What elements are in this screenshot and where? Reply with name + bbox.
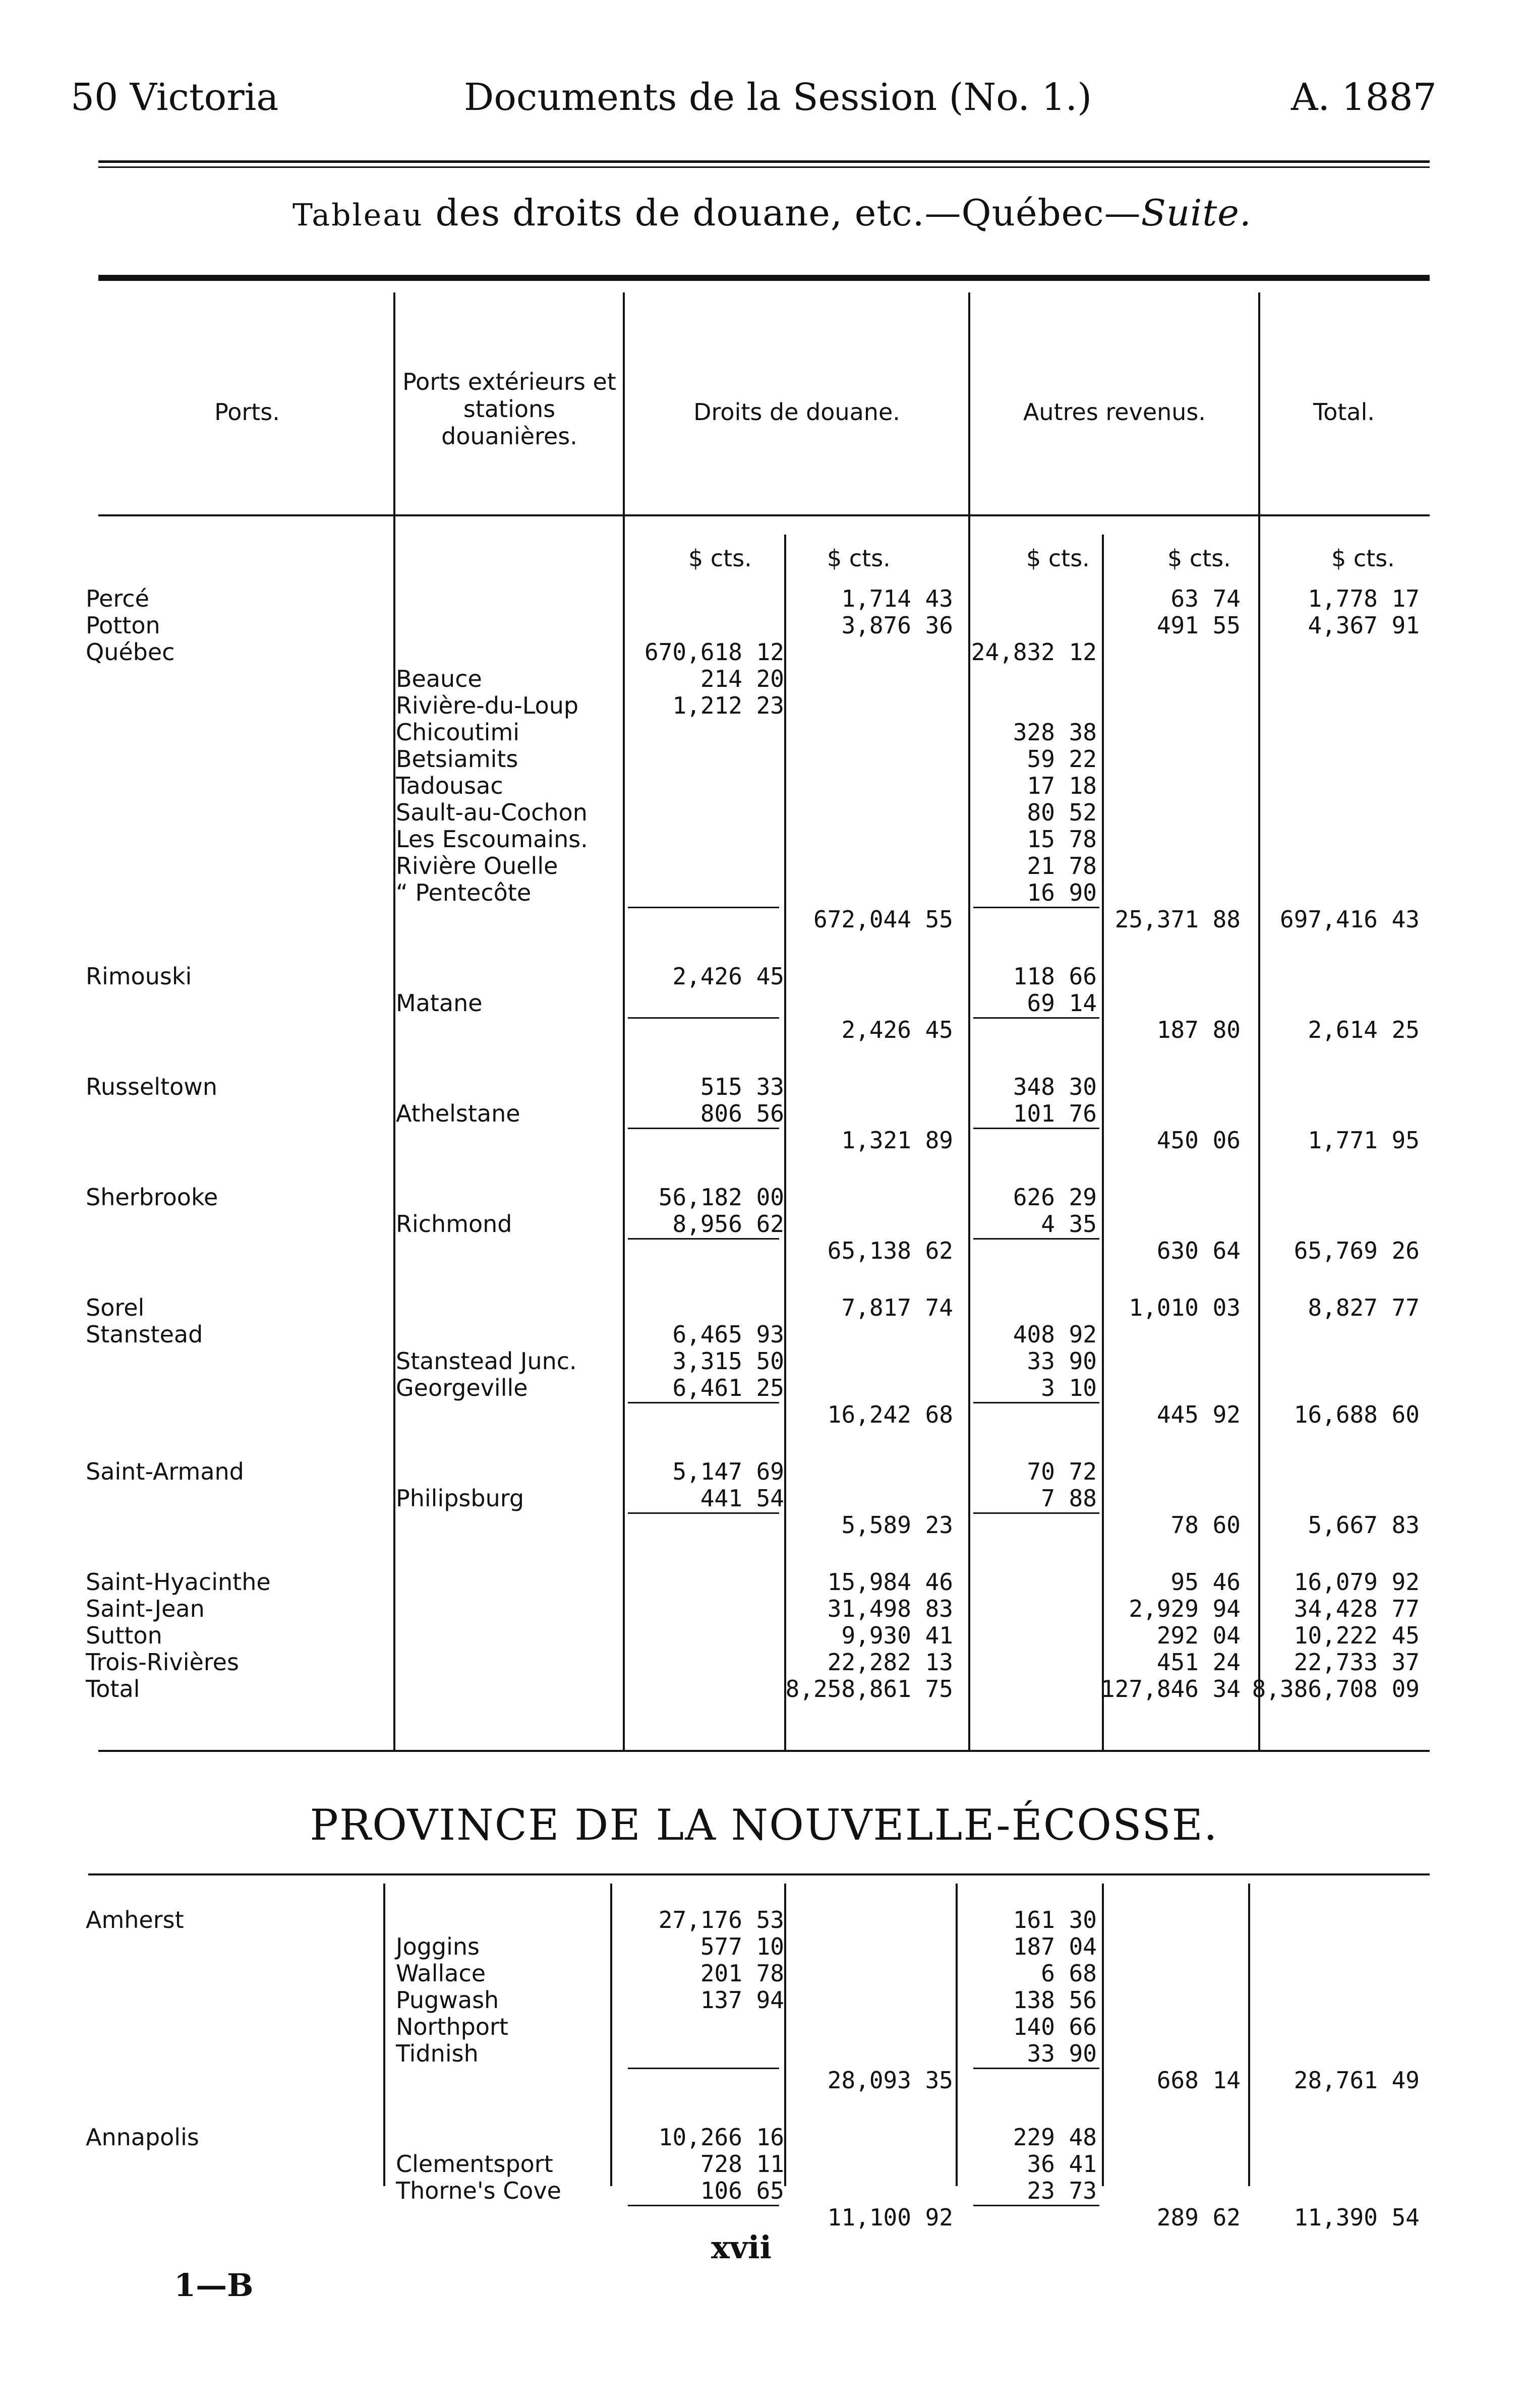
table-row <box>0 1210 1528 1238</box>
title-rule <box>98 275 1430 281</box>
autres-detail-value: 17 18 <box>1027 772 1097 799</box>
table-row <box>0 772 1528 799</box>
table-row <box>0 1675 1528 1702</box>
autres-subtotal-value: 491 55 <box>1156 612 1241 639</box>
header-right: A. 1887 <box>1291 76 1437 119</box>
droits-subtotal-value: 7,817 74 <box>841 1294 953 1321</box>
outer-station-name: Matane <box>396 989 483 1017</box>
table-row <box>0 989 1528 1017</box>
table-row <box>0 1321 1528 1348</box>
droits-detail-value: 670,618 12 <box>644 638 784 666</box>
table-row <box>0 826 1528 853</box>
autres-subtotal-value: 63 74 <box>1170 585 1241 612</box>
port-name: Québec <box>86 638 175 666</box>
autres-subtotal-value: 95 46 <box>1170 1568 1241 1596</box>
total-value: 5,667 83 <box>1308 1511 1420 1539</box>
droits-detail-value: 10,266 16 <box>658 2124 784 2151</box>
droits-subtotal-value: 15,984 46 <box>827 1568 953 1596</box>
droits-detail-value: 2,426 45 <box>672 963 784 990</box>
table-row <box>0 1100 1528 1127</box>
droits-detail-value: 6,465 93 <box>672 1321 784 1348</box>
autres-subtotal-value: 2,929 94 <box>1129 1595 1241 1622</box>
droits-detail-value: 56,182 00 <box>658 1184 784 1211</box>
autres-detail-value: 187 04 <box>1013 1933 1097 1960</box>
droits-detail-value: 6,461 25 <box>672 1374 784 1401</box>
outer-station-name: Tidnish <box>396 2040 479 2067</box>
currency-label: $ cts. <box>1167 545 1231 572</box>
table-row <box>0 1237 1528 1264</box>
droits-subtotal-value: 28,093 35 <box>827 2067 953 2094</box>
total-value: 697,416 43 <box>1280 906 1420 933</box>
outer-station-name: Beauce <box>396 665 482 692</box>
port-name: Amherst <box>86 1906 184 1933</box>
outer-station-name: Les Escoumains. <box>396 826 588 853</box>
autres-subtotal-value: 1,010 03 <box>1129 1294 1241 1321</box>
autres-detail-value: 7 88 <box>1041 1485 1097 1512</box>
currency-label: $ cts. <box>1331 545 1395 572</box>
droits-detail-value: 201 78 <box>700 1960 784 1987</box>
currency-label: $ cts. <box>688 545 752 572</box>
autres-detail-value: 138 56 <box>1013 1986 1097 2014</box>
autres-detail-value: 36 41 <box>1027 2150 1097 2178</box>
subtotal-rule <box>973 2068 1099 2069</box>
autres-detail-value: 33 90 <box>1027 2040 1097 2067</box>
signature-mark: 1—B <box>174 2267 254 2304</box>
header-bottom-rule <box>98 514 1430 516</box>
table-row <box>0 2150 1528 2178</box>
autres-detail-value: 15 78 <box>1027 826 1097 853</box>
table-row <box>0 906 1528 933</box>
autres-subtotal-value: 450 06 <box>1156 1127 1241 1154</box>
table-row <box>0 852 1528 879</box>
autres-subtotal-value: 25,371 88 <box>1114 906 1241 933</box>
title-part-3: Suite. <box>1141 192 1252 234</box>
subtotal-rule <box>973 1512 1099 1514</box>
droits-detail-value: 8,956 62 <box>672 1210 784 1238</box>
droits-detail-value: 441 54 <box>700 1485 784 1512</box>
table-row <box>0 665 1528 692</box>
autres-detail-value: 408 92 <box>1013 1321 1097 1348</box>
total-value: 8,386,708 09 <box>1252 1675 1420 1702</box>
table-row <box>0 1986 1528 2014</box>
droits-subtotal-value: 8,258,861 75 <box>785 1675 953 1702</box>
currency-label: $ cts. <box>827 545 891 572</box>
subtotal-rule <box>973 1128 1099 1129</box>
subtotal-rule <box>628 1017 779 1019</box>
port-name: Total <box>86 1675 140 1702</box>
table-title <box>292 192 1252 234</box>
port-name: Saint-Jean <box>86 1595 205 1622</box>
subtotal-rule <box>973 1017 1099 1019</box>
autres-detail-value: 101 76 <box>1013 1100 1097 1127</box>
column-header-droits: Droits de douane. <box>693 398 900 426</box>
autres-detail-value: 328 38 <box>1013 719 1097 746</box>
table-row <box>0 2124 1528 2151</box>
autres-detail-value: 33 90 <box>1027 1347 1097 1375</box>
port-name: Sherbrooke <box>86 1184 218 1211</box>
table-row <box>0 1649 1528 1676</box>
autres-detail-value: 140 66 <box>1013 2013 1097 2040</box>
autres-detail-value: 23 73 <box>1027 2177 1097 2204</box>
droits-detail-value: 5,147 69 <box>672 1458 784 1485</box>
outer-station-name: Clementsport <box>396 2150 553 2178</box>
title-part-1: Tableau <box>292 198 424 233</box>
port-name: Annapolis <box>86 2124 199 2151</box>
autres-detail-value: 6 68 <box>1041 1960 1097 1987</box>
subtotal-rule <box>628 1402 779 1403</box>
droits-subtotal-value: 1,321 89 <box>841 1127 953 1154</box>
total-value: 65,769 26 <box>1294 1237 1420 1264</box>
droits-subtotal-value: 3,876 36 <box>841 612 953 639</box>
table-row <box>0 1906 1528 1933</box>
autres-subtotal-value: 289 62 <box>1156 2204 1241 2231</box>
autres-subtotal-value: 451 24 <box>1156 1649 1241 1676</box>
subtotal-rule <box>973 907 1099 908</box>
port-name: Saint-Armand <box>86 1458 244 1485</box>
table-row <box>0 2204 1528 2231</box>
port-name: Stanstead <box>86 1321 203 1348</box>
port-name: Sutton <box>86 1622 162 1649</box>
header-rule <box>98 160 1430 163</box>
total-value: 16,688 60 <box>1294 1401 1420 1428</box>
autres-detail-value: 24,832 12 <box>971 638 1097 666</box>
outer-station-name: Rivière-du-Loup <box>396 692 579 719</box>
total-value: 2,614 25 <box>1308 1016 1420 1043</box>
port-name: Rimouski <box>86 963 192 990</box>
droits-subtotal-value: 9,930 41 <box>841 1622 953 1649</box>
table-row <box>0 612 1528 639</box>
column-header-total: Total. <box>1313 398 1375 426</box>
table-row <box>0 1294 1528 1321</box>
table-row <box>0 1127 1528 1154</box>
outer-station-name: Betsiamits <box>396 745 518 773</box>
title-part-2: des droits de douane, etc.—Québec— <box>423 192 1141 234</box>
autres-detail-value: 229 48 <box>1013 2124 1097 2151</box>
table-row <box>0 1073 1528 1100</box>
table-row <box>0 1568 1528 1596</box>
outer-station-name: Northport <box>396 2013 508 2040</box>
autres-detail-value: 3 10 <box>1041 1374 1097 1401</box>
subtotal-rule <box>628 1128 779 1129</box>
droits-subtotal-value: 16,242 68 <box>827 1401 953 1428</box>
droits-subtotal-value: 672,044 55 <box>813 906 953 933</box>
autres-subtotal-value: 78 60 <box>1170 1511 1241 1539</box>
table-row <box>0 879 1528 906</box>
total-value: 22,733 37 <box>1294 1649 1420 1676</box>
autres-subtotal-value: 292 04 <box>1156 1622 1241 1649</box>
autres-detail-value: 626 29 <box>1013 1184 1097 1211</box>
autres-subtotal-value: 668 14 <box>1156 2067 1241 2094</box>
droits-subtotal-value: 22,282 13 <box>827 1649 953 1676</box>
autres-subtotal-value: 445 92 <box>1156 1401 1241 1428</box>
outer-station-name: Georgeville <box>396 1374 528 1401</box>
outer-station-name: Wallace <box>396 1960 486 1987</box>
outer-station-name: Pugwash <box>396 1986 499 2014</box>
droits-detail-value: 1,212 23 <box>672 692 784 719</box>
total-value: 34,428 77 <box>1294 1595 1420 1622</box>
table-row <box>0 745 1528 773</box>
outer-station-name: Rivière Ouelle <box>396 852 558 879</box>
table-row <box>0 2177 1528 2204</box>
total-value: 8,827 77 <box>1308 1294 1420 1321</box>
outer-station-name: Stanstead Junc. <box>396 1347 577 1375</box>
total-value: 10,222 45 <box>1294 1622 1420 1649</box>
subtotal-rule <box>973 1238 1099 1240</box>
droits-detail-value: 728 11 <box>700 2150 784 2178</box>
table-row <box>0 1960 1528 1987</box>
outer-station-name: Chicoutimi <box>396 719 520 746</box>
column-header-autres: Autres revenus. <box>1023 398 1206 426</box>
droits-subtotal-value: 5,589 23 <box>841 1511 953 1539</box>
subtotal-rule <box>628 2205 779 2206</box>
droits-detail-value: 106 65 <box>700 2177 784 2204</box>
autres-detail-value: 16 90 <box>1027 879 1097 906</box>
table-row <box>0 1595 1528 1622</box>
droits-detail-value: 27,176 53 <box>658 1906 784 1933</box>
total-value: 4,367 91 <box>1308 612 1420 639</box>
outer-station-name: Richmond <box>396 1210 512 1238</box>
autres-detail-value: 70 72 <box>1027 1458 1097 1485</box>
port-name: Percé <box>86 585 149 612</box>
outer-station-name: Tadousac <box>396 772 503 799</box>
port-name: Russeltown <box>86 1073 218 1100</box>
table-row <box>0 2040 1528 2067</box>
table-row <box>0 1511 1528 1539</box>
total-value: 16,079 92 <box>1294 1568 1420 1596</box>
droits-detail-value: 806 56 <box>700 1100 784 1127</box>
total-value: 1,778 17 <box>1308 585 1420 612</box>
table-row <box>0 963 1528 990</box>
total-value: 11,390 54 <box>1294 2204 1420 2231</box>
subtotal-rule <box>973 2205 1099 2206</box>
port-name: Potton <box>86 612 160 639</box>
table-row <box>0 1374 1528 1401</box>
table-row <box>0 1458 1528 1485</box>
subtotal-rule <box>628 1238 779 1240</box>
droits-subtotal-value: 1,714 43 <box>841 585 953 612</box>
total-value: 28,761 49 <box>1294 2067 1420 2094</box>
currency-label: $ cts. <box>1026 545 1090 572</box>
table-row <box>0 1184 1528 1211</box>
header-rule <box>98 166 1430 168</box>
column-header-outer-ports: Ports extérieurs et stations douanières. <box>402 368 616 450</box>
table-row <box>0 2067 1528 2094</box>
autres-detail-value: 80 52 <box>1027 799 1097 826</box>
outer-station-name: Joggins <box>396 1933 480 1960</box>
table-row <box>0 2013 1528 2040</box>
autres-detail-value: 118 66 <box>1013 963 1097 990</box>
table-row <box>0 1933 1528 1960</box>
droits-subtotal-value: 2,426 45 <box>841 1016 953 1043</box>
droits-subtotal-value: 65,138 62 <box>827 1237 953 1264</box>
outer-station-name: Athelstane <box>396 1100 520 1127</box>
subtotal-rule <box>628 907 779 908</box>
header-left: 50 Victoria <box>71 76 279 119</box>
table-row <box>0 692 1528 719</box>
droits-detail-value: 577 10 <box>700 1933 784 1960</box>
table-row <box>0 719 1528 746</box>
header-center: Documents de la Session (No. 1.) <box>464 76 1092 119</box>
outer-station-name: “ Pentecôte <box>396 879 532 906</box>
page-number: xvii <box>711 2229 772 2266</box>
outer-station-name: Thorne's Cove <box>396 2177 561 2204</box>
column-header-ports: Ports. <box>214 398 280 426</box>
port-name: Sorel <box>86 1294 145 1321</box>
table-row <box>0 799 1528 826</box>
table-row <box>0 1401 1528 1428</box>
autres-subtotal-value: 630 64 <box>1156 1237 1241 1264</box>
section-title: PROVINCE DE LA NOUVELLE-ÉCOSSE. <box>310 1800 1218 1850</box>
droits-subtotal-value: 11,100 92 <box>827 2204 953 2231</box>
port-name: Saint-Hyacinthe <box>86 1568 271 1596</box>
autres-detail-value: 348 30 <box>1013 1073 1097 1100</box>
autres-detail-value: 59 22 <box>1027 745 1097 773</box>
autres-subtotal-value: 187 80 <box>1156 1016 1241 1043</box>
table-bottom-rule <box>98 1750 1430 1752</box>
port-name: Trois-Rivières <box>86 1649 239 1676</box>
subtotal-rule <box>973 1402 1099 1403</box>
table-row <box>0 585 1528 612</box>
outer-station-name: Philipsburg <box>396 1485 524 1512</box>
autres-detail-value: 69 14 <box>1027 989 1097 1017</box>
table-row <box>0 1016 1528 1043</box>
subtotal-rule <box>628 1512 779 1514</box>
droits-detail-value: 137 94 <box>700 1986 784 2014</box>
droits-detail-value: 3,315 50 <box>672 1347 784 1375</box>
total-value: 1,771 95 <box>1308 1127 1420 1154</box>
droits-subtotal-value: 31,498 83 <box>827 1595 953 1622</box>
autres-detail-value: 21 78 <box>1027 852 1097 879</box>
droits-detail-value: 515 33 <box>700 1073 784 1100</box>
section-rule <box>88 1873 1430 1875</box>
outer-station-name: Sault-au-Cochon <box>396 799 587 826</box>
autres-subtotal-value: 127,846 34 <box>1101 1675 1241 1702</box>
table-row <box>0 1622 1528 1649</box>
table-row <box>0 1485 1528 1512</box>
subtotal-rule <box>628 2068 779 2069</box>
table-row <box>0 638 1528 666</box>
droits-detail-value: 214 20 <box>700 665 784 692</box>
autres-detail-value: 161 30 <box>1013 1906 1097 1933</box>
autres-detail-value: 4 35 <box>1041 1210 1097 1238</box>
table-row <box>0 1347 1528 1375</box>
